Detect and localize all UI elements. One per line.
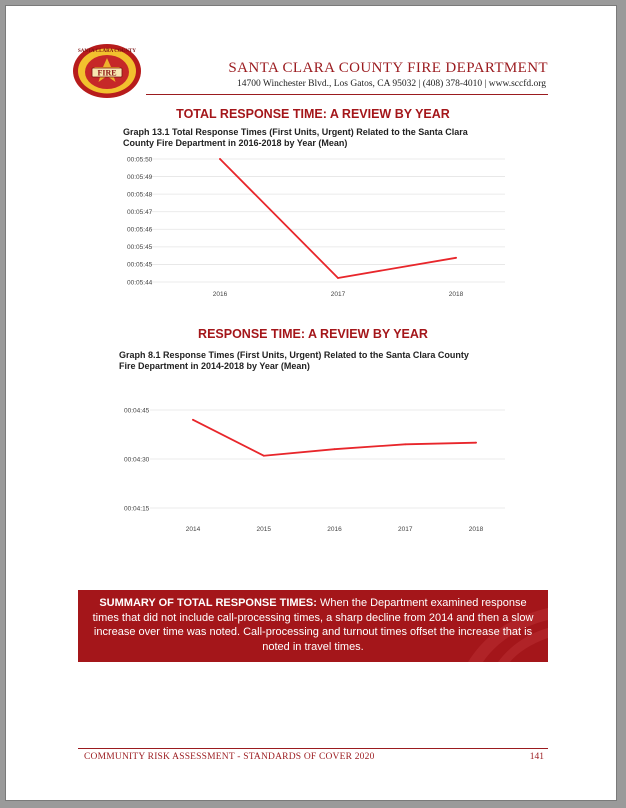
y-tick-label: 00:04:30 xyxy=(124,456,150,464)
organization-address: 14700 Winchester Blvd., Los Gatos, CA 95032 | (408) 378-4010 | www.sccfd.org xyxy=(236,79,546,89)
section-title-total-response: TOTAL RESPONSE TIME: A REVIEW BY YEAR xyxy=(176,107,450,121)
x-tick-label: 2017 xyxy=(330,291,346,298)
x-tick-label: 2015 xyxy=(256,526,271,533)
x-tick-label: 2017 xyxy=(398,526,413,533)
caption-line: County Fire Department in 2016-2018 by Year (Mean) xyxy=(123,137,348,148)
x-tick-label: 2014 xyxy=(185,526,201,533)
y-tick-label: 00:04:15 xyxy=(124,505,150,513)
caption-line: Fire Department in 2014-2018 by Year (Mean) xyxy=(119,360,310,371)
page-number: 141 xyxy=(529,752,544,762)
x-tick-label: 2016 xyxy=(327,526,342,533)
footer-text: COMMUNITY RISK ASSESSMENT - STANDARDS OF COVER 2020 xyxy=(84,752,375,762)
organization-name: SANTA CLARA COUNTY FIRE DEPARTMENT xyxy=(228,60,548,76)
summary-box xyxy=(78,590,548,662)
graph-13-1-caption xyxy=(123,127,468,148)
x-tick-label: 2018 xyxy=(448,291,464,298)
footer-rule xyxy=(78,748,548,749)
caption-line: Graph 8.1 Response Times (First Units, Urgent) Related to the Santa Clara County xyxy=(119,350,469,360)
summary-text xyxy=(90,596,536,654)
y-tick-label: 00:05:50 xyxy=(127,156,153,164)
document-page xyxy=(5,5,617,801)
y-tick-label: 00:05:46 xyxy=(127,226,153,234)
graph-8-1-caption xyxy=(119,350,469,371)
fire-department-logo xyxy=(71,42,143,100)
y-tick-label: 00:05:49 xyxy=(127,173,153,181)
svg-text:SANTA CLARA COUNTY: SANTA CLARA COUNTY xyxy=(78,49,136,54)
header-rule xyxy=(146,94,548,95)
x-tick-label: 2016 xyxy=(212,291,228,298)
y-tick-label: 00:04:45 xyxy=(124,407,150,415)
svg-text:FIRE: FIRE xyxy=(97,68,117,78)
caption-line: Graph 13.1 Total Response Times (First Units, Urgent) Related to the Santa Clara xyxy=(123,127,468,137)
y-tick-label: 00:05:45 xyxy=(127,244,153,252)
summary-heading: SUMMARY OF TOTAL RESPONSE TIMES: xyxy=(99,597,317,609)
y-tick-label: 00:05:47 xyxy=(127,209,153,217)
y-tick-label: 00:05:44 xyxy=(127,279,153,287)
x-tick-label: 2018 xyxy=(468,526,484,533)
summary-body: When the Department examined response times that did not include call-processing times, a sharp decline from 2014 and then a slow increase over time was noted. Call-processing and turnout times offset the increase that is noted in travel times. xyxy=(92,597,534,653)
y-tick-label: 00:05:45 xyxy=(127,261,153,269)
y-tick-label: 00:05:48 xyxy=(127,191,153,199)
section-title-response: RESPONSE TIME: A REVIEW BY YEAR xyxy=(198,327,428,341)
